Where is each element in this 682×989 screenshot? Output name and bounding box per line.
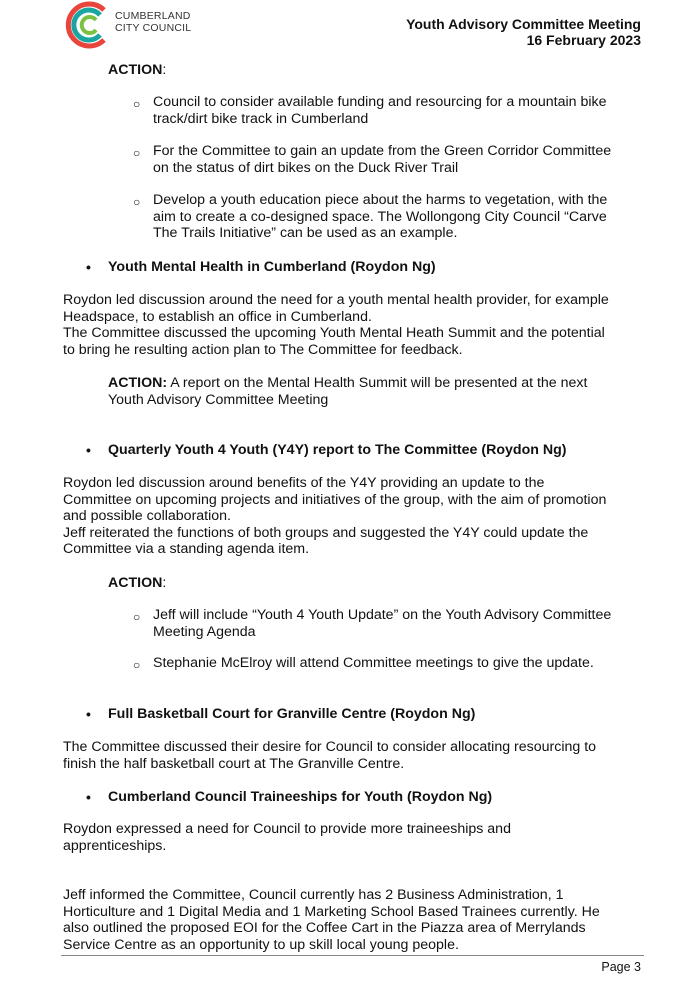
council-logo xyxy=(64,0,204,52)
topic4-paragraph-2 xyxy=(63,887,600,953)
circle-bullet-icon: ○ xyxy=(133,610,141,624)
action2-block xyxy=(108,375,587,408)
topic1-paragraph xyxy=(63,292,609,358)
action1-colon: : xyxy=(162,62,167,78)
text-line: to bring he resulting action plan to The Committee for feedback. xyxy=(63,341,463,358)
text-line: Service Centre as an opportunity to up skill local young people. xyxy=(63,936,459,953)
circle-bullet-icon: ○ xyxy=(133,97,141,111)
circle-bullet-icon: ○ xyxy=(133,195,141,209)
text-line: Roydon led discussion around the need for a youth mental health provider, for example xyxy=(63,292,609,308)
text-line: and possible collaboration. xyxy=(63,508,231,524)
text-line: The Trails Initiative” can be used as an example. xyxy=(153,225,458,241)
text-line: Jeff reiterated the functions of both groups and suggested the Y4Y could update the xyxy=(63,524,589,541)
action1-item-3 xyxy=(153,192,607,242)
text-line: track/dirt bike track in Cumberland xyxy=(153,110,369,127)
text-line: Headspace, to establish an office in Cumberland. xyxy=(63,308,372,325)
text-line: on the status of dirt bikes on the Duck River Trail xyxy=(153,159,459,176)
page-number: Page 3 xyxy=(601,960,641,974)
bullet-icon: • xyxy=(86,442,91,458)
text-line: apprenticeships. xyxy=(63,837,167,854)
action2-text: A report on the Mental Health Summit will be presented at the next xyxy=(167,375,588,391)
text-line: Roydon expressed a need for Council to provide more traineeships and xyxy=(63,821,511,837)
action3-item-2: Stephanie McElroy will attend Committee meetings to give the update. xyxy=(153,655,594,671)
circle-bullet-icon: ○ xyxy=(133,658,141,672)
action3-colon: : xyxy=(162,575,167,591)
topic2-paragraph xyxy=(63,475,606,558)
footer-divider xyxy=(61,955,644,956)
topic-heading-y4y: Quarterly Youth 4 Youth (Y4Y) report to The Committee (Roydon Ng) xyxy=(108,442,567,458)
text-line: Roydon led discussion around benefits of the Y4Y providing an update to the xyxy=(63,475,545,491)
text-line: Committee via a standing agenda item. xyxy=(63,541,310,557)
circle-bullet-icon: ○ xyxy=(133,146,141,160)
action3-heading xyxy=(108,575,166,592)
action3-label: ACTION xyxy=(108,575,163,591)
bullet-icon: • xyxy=(86,789,91,805)
action2-text-line2: Youth Advisory Committee Meeting xyxy=(108,391,329,408)
text-line: Council to consider available funding and resourcing for a mountain bike xyxy=(153,94,607,110)
action1-item-2 xyxy=(153,143,611,176)
meeting-title: Youth Advisory Committee Meeting xyxy=(406,16,641,32)
text-line: aim to create a co-designed space. The Wollongong City Council “Carve xyxy=(153,208,607,225)
logo-line2: CITY COUNCIL xyxy=(115,22,192,34)
bullet-icon: • xyxy=(86,706,91,722)
text-line: Committee on upcoming projects and initiatives of the group, with the aim of promotion xyxy=(63,491,607,508)
action1-item-1 xyxy=(153,94,607,127)
bullet-icon: • xyxy=(86,259,91,275)
text-line: Jeff informed the Committee, Council currently has 2 Business Administration, 1 xyxy=(63,887,564,903)
document-header xyxy=(406,16,641,48)
text-line: The Committee discussed the upcoming Youth Mental Heath Summit and the potential xyxy=(63,325,605,341)
topic-heading-basketball: Full Basketball Court for Granville Centre (Roydon Ng) xyxy=(108,706,476,722)
text-line: Meeting Agenda xyxy=(153,623,256,640)
text-line: Horticulture and 1 Digital Media and 1 Marketing School Based Trainees currently. He xyxy=(63,903,600,920)
action3-item-1 xyxy=(153,607,611,640)
action1-label: ACTION xyxy=(108,62,163,78)
text-line: For the Committee to gain an update from the Green Corridor Committee xyxy=(153,143,612,159)
meeting-date: 16 February 2023 xyxy=(526,32,641,48)
text-line: Develop a youth education piece about the harms to vegetation, with the xyxy=(153,192,608,208)
text-line: Jeff will include “Youth 4 Youth Update” on the Youth Advisory Committee xyxy=(153,607,612,623)
council-logo-icon xyxy=(64,0,112,50)
topic-heading-mental-health: Youth Mental Health in Cumberland (Roydon Ng) xyxy=(108,259,436,275)
topic4-paragraph-1 xyxy=(63,821,511,854)
logo-line1: CUMBERLAND xyxy=(115,10,191,22)
action2-label: ACTION: xyxy=(108,375,168,391)
topic-heading-traineeships: Cumberland Council Traineeships for Youth (Roydon Ng) xyxy=(108,789,493,805)
text-line: finish the half basketball court at The Granville Centre. xyxy=(63,755,405,772)
action1-heading xyxy=(108,62,166,79)
text-line: The Committee discussed their desire for Council to consider allocating resourcing to xyxy=(63,739,597,755)
text-line: also outlined the proposed EOI for the Coffee Cart in the Piazza area of Merrylands xyxy=(63,920,586,936)
logo-text xyxy=(115,10,191,34)
topic3-paragraph xyxy=(63,739,596,772)
